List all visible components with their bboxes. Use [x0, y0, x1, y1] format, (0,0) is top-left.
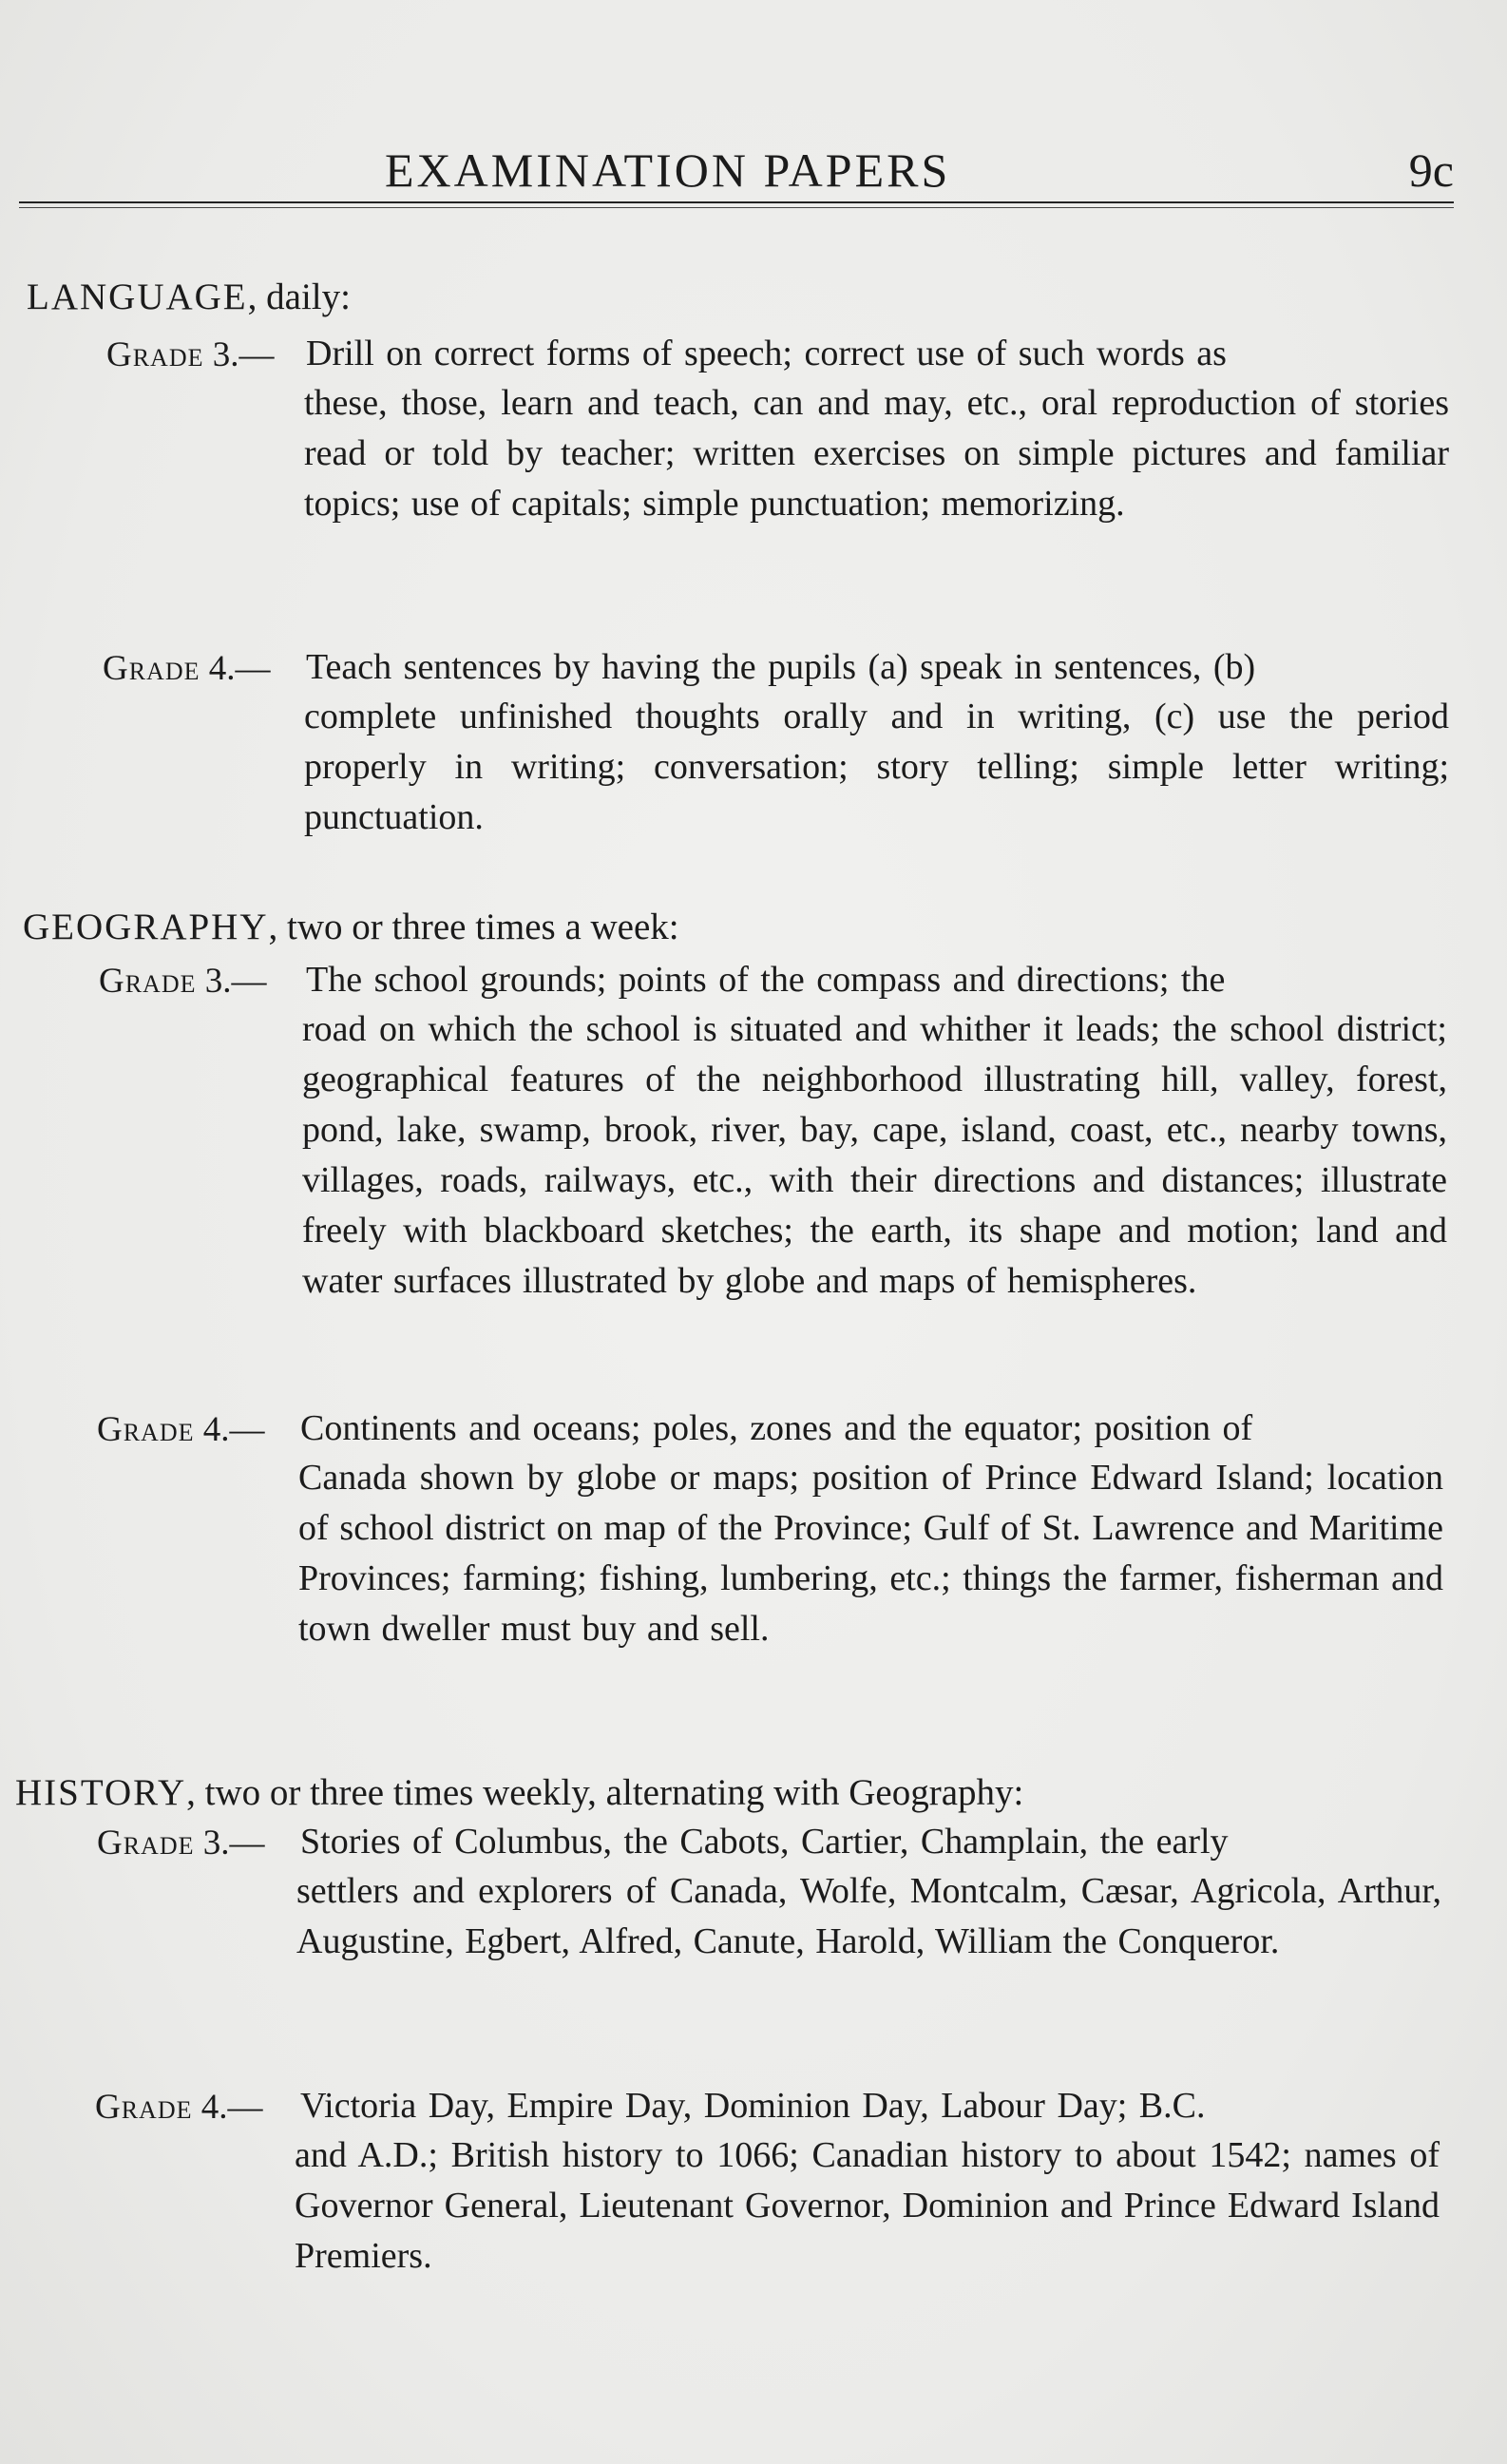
page-number: 9c [1408, 143, 1454, 197]
section-frequency: , two or three times weekly, alternating with Geography: [186, 1772, 1024, 1813]
header-rule [19, 201, 1454, 208]
grade-text: road on which the school is situated and whither it leads; the school district; geographical features of the neighborhood illustrating hill, valley, forest, pond, lake, swamp, brook, river, bay, cape, island, coast, etc., nearby towns, villages, roads, railways, etc., with their directions and distances; illustrate freely with blackboard sketches; the earth, its shape and motion; land and water surfaces illustrated by globe and maps of hemispheres. [302, 1009, 1447, 1301]
grade-label: Grade 3.— [97, 1824, 265, 1862]
section-name: HISTORY [15, 1772, 187, 1813]
running-head-title: EXAMINATION PAPERS [385, 143, 951, 197]
grade-first-line: Teach sentences by having the pupils (a) speak in sentences, (b) [306, 647, 1256, 687]
grade-first-line: Continents and oceans; poles, zones and the equator; position of [300, 1408, 1253, 1448]
section-frequency: , daily: [247, 277, 351, 317]
grade-text: these, those, learn and teach, can and may, etc., oral reproduction of stories read or told by teacher; written exercises on simple pictures and familiar topics; use of capitals; simple punctuation; memorizing. [304, 383, 1449, 524]
grade-first-line: Drill on correct forms of speech; correct use of such words as [306, 334, 1227, 373]
grade-label: Grade 3.— [106, 335, 275, 374]
grade-first-line: The school grounds; points of the compass and directions; the [306, 960, 1226, 1000]
section-name: LANGUAGE [27, 277, 248, 317]
grade-label: Grade 4.— [95, 2088, 263, 2127]
grade-label: Grade 4.— [97, 1410, 265, 1449]
grade-first-line: Victoria Day, Empire Day, Dominion Day, Labour Day; B.C. [300, 2086, 1206, 2126]
section-heading [27, 276, 351, 318]
grade-text: settlers and explorers of Canada, Wolfe, Montcalm, Cæsar, Agricola, Arthur, Augustine, Egbert, Alfred, Canute, Harold, William the Conqueror. [296, 1871, 1441, 1961]
section-heading [23, 906, 679, 948]
section-heading [15, 1771, 1023, 1814]
grade-text: complete unfinished thoughts orally and in writing, (c) use the period properly in writing; conversation; story telling; simple letter writing; punctuation. [304, 697, 1449, 837]
section-name: GEOGRAPHY [23, 907, 269, 947]
section-frequency: , two or three times a week: [268, 907, 679, 947]
grade-text: Canada shown by globe or maps; position of Prince Edward Island; location of school district on map of the Province; Gulf of St. Lawrence and Maritime Provinces; farming; fishing, lumbering, etc.; things the farmer, fisherman and town dweller must buy and sell. [298, 1458, 1443, 1649]
running-head [19, 143, 1454, 209]
grade-text: and A.D.; British history to 1066; Canadian history to about 1542; names of Governor General, Lieutenant Governor, Dominion and Prince Edward Island Premiers. [295, 2135, 1440, 2276]
grade-label: Grade 3.— [99, 962, 267, 1001]
grade-label: Grade 4.— [103, 649, 271, 688]
grade-first-line: Stories of Columbus, the Cabots, Cartier, Champlain, the early [300, 1822, 1229, 1862]
